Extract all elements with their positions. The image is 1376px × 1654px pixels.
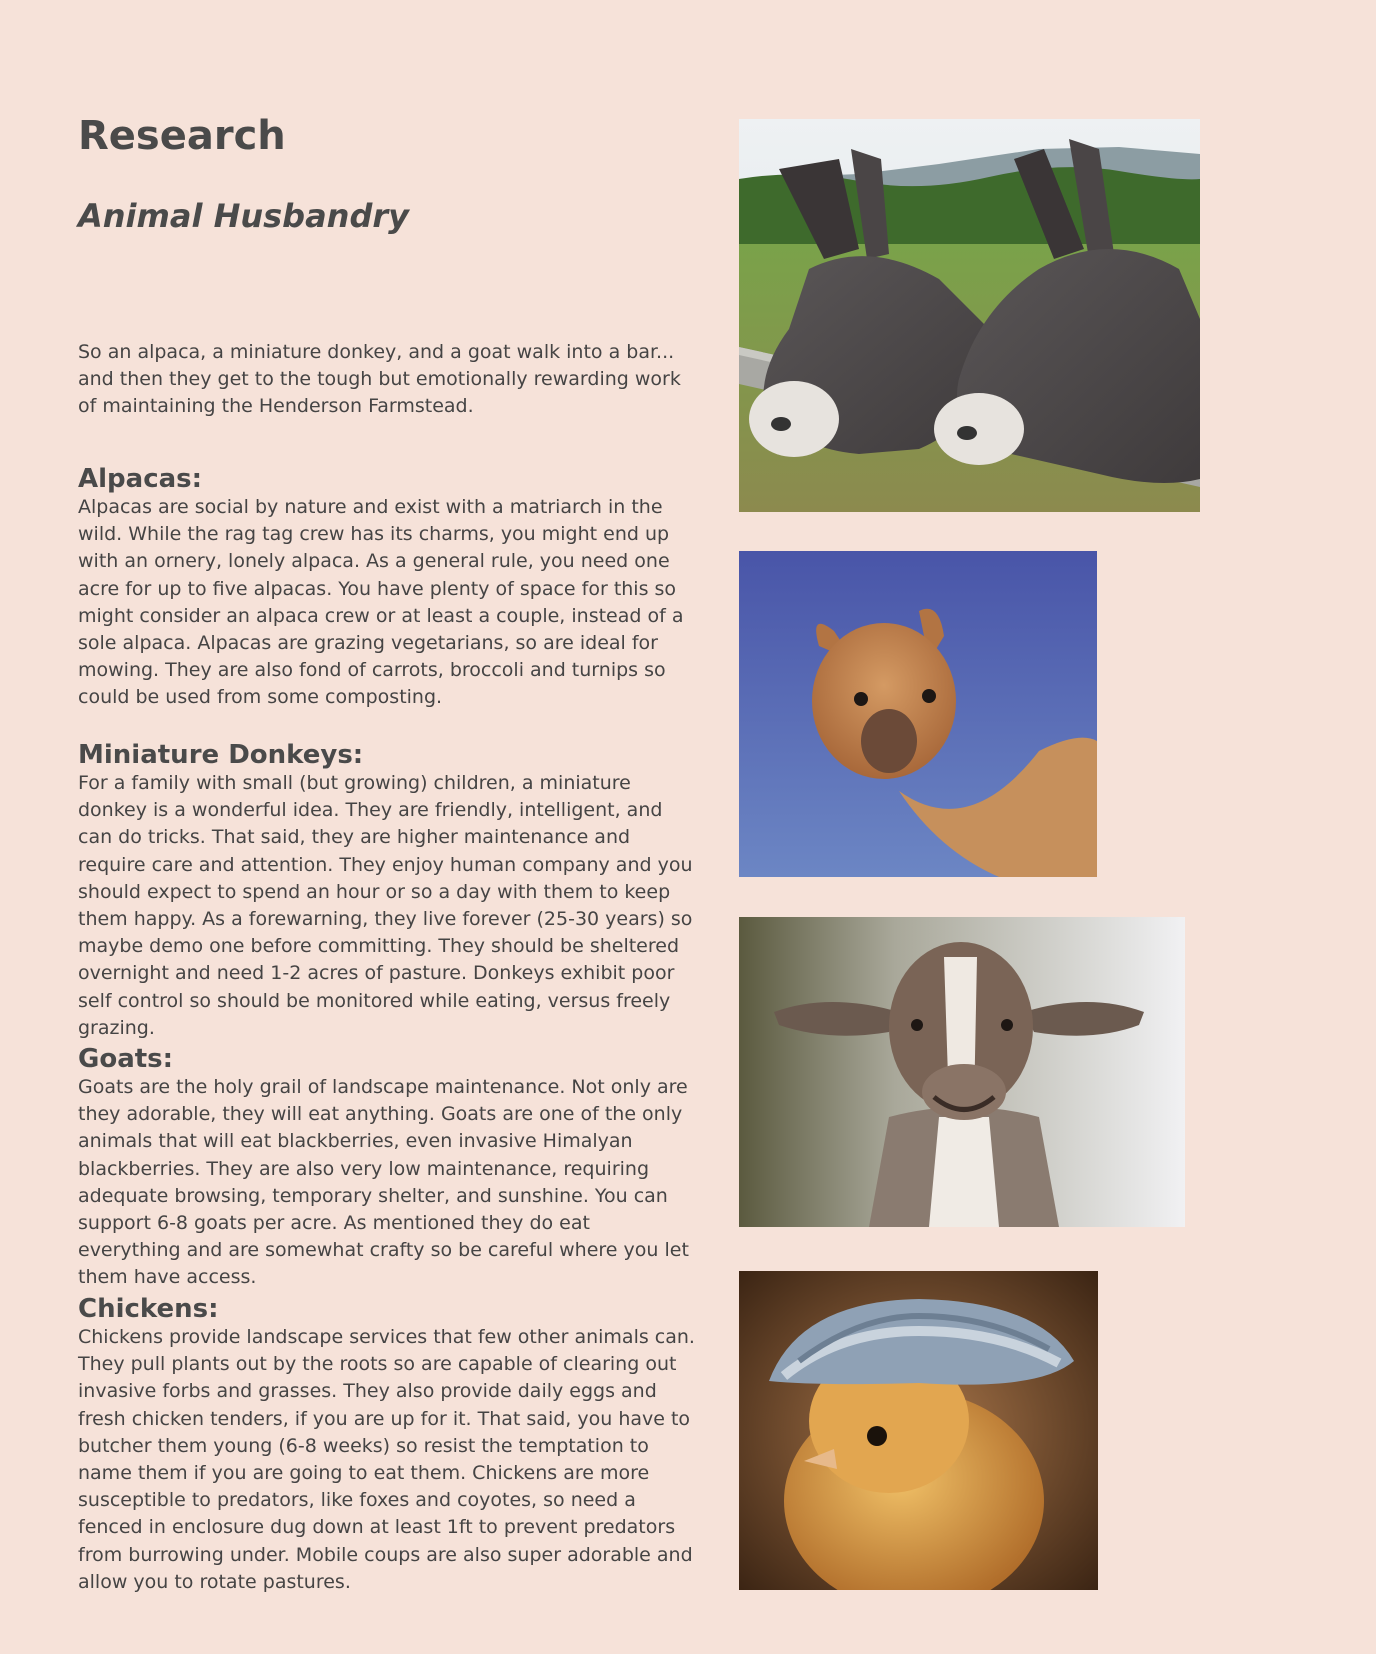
section-body: Chickens provide landscape services that few other animals can. They pull plants out by the roots so are capable of clearing out invasive forbs and grasses. They also provide daily eggs and fresh chicken tenders, if you are up for it. That said, you have to butcher them young (6-8 weeks) so resist the temptation to name them if you are going to eat them. Chickens are more susceptible to predators, like foxes and coyotes, so need a fenced in enclosure dug down at least 1ft to prevent predators from burrowing under. Mobile coups are also super adorable and allow you to rotate pastures.: [78, 1326, 695, 1593]
section-heading: Goats:: [78, 1044, 174, 1074]
intro-paragraph: So an alpaca, a miniature donkey, and a goat walk into a bar... and then they get to the tough but emotionally rewarding work of maintaining the Henderson Farmstead.: [78, 341, 681, 417]
alpaca-photo: [739, 551, 1097, 877]
donkeys-photo: [739, 119, 1200, 512]
section-body: Goats are the holy grail of landscape maintenance. Not only are they adorable, they will eat anything. Goats are one of the only animals that will eat blackberries, even invasive Himalyan blackberries. They are also very low maintenance, requiring adequate browsing, temporary shelter, and sunshine. You can support 6-8 goats per acre. As mentioned they do eat everything and are somewhat crafty so be careful where you let them have access.: [78, 1076, 689, 1289]
section-heading: Miniature Donkeys:: [78, 740, 364, 770]
section-body: Alpacas are social by nature and exist with a matriarch in the wild. While the rag tag crew has its charms, you might end up with an ornery, lonely alpaca. As a general rule, you need one acre for up to five alpacas. You have plenty of space for this so might consider an alpaca crew or at least a couple, instead of a sole alpaca. Alpacas are grazing vegetarians, so are ideal for mowing. They are also fond of carrots, broccoli and turnips so could be used from some composting.: [78, 496, 684, 709]
section-heading: Alpacas:: [78, 464, 203, 494]
page-subtitle: Animal Husbandry: [78, 197, 409, 235]
section-alpacas: [78, 464, 698, 712]
section-heading: Chickens:: [78, 1294, 219, 1324]
goat-photo: [739, 917, 1185, 1227]
chick-photo: [739, 1271, 1098, 1590]
section-miniature-donkeys: [78, 740, 698, 1042]
section-chickens: [78, 1294, 698, 1596]
section-body: For a family with small (but growing) children, a miniature donkey is a wonderful idea. They are friendly, intelligent, and can do tricks. That said, they are higher maintenance and require care and attention. They enjoy human company and you should expect to spend an hour or so a day with them to keep them happy. As a forewarning, they live forever (25-30 years) so maybe demo one before committing. They should be sheltered overnight and need 1-2 acres of pasture. Donkeys exhibit poor self control so should be monitored while eating, versus freely grazing.: [78, 772, 693, 1039]
section-goats: [78, 1044, 698, 1292]
page-title: Research: [78, 113, 286, 159]
